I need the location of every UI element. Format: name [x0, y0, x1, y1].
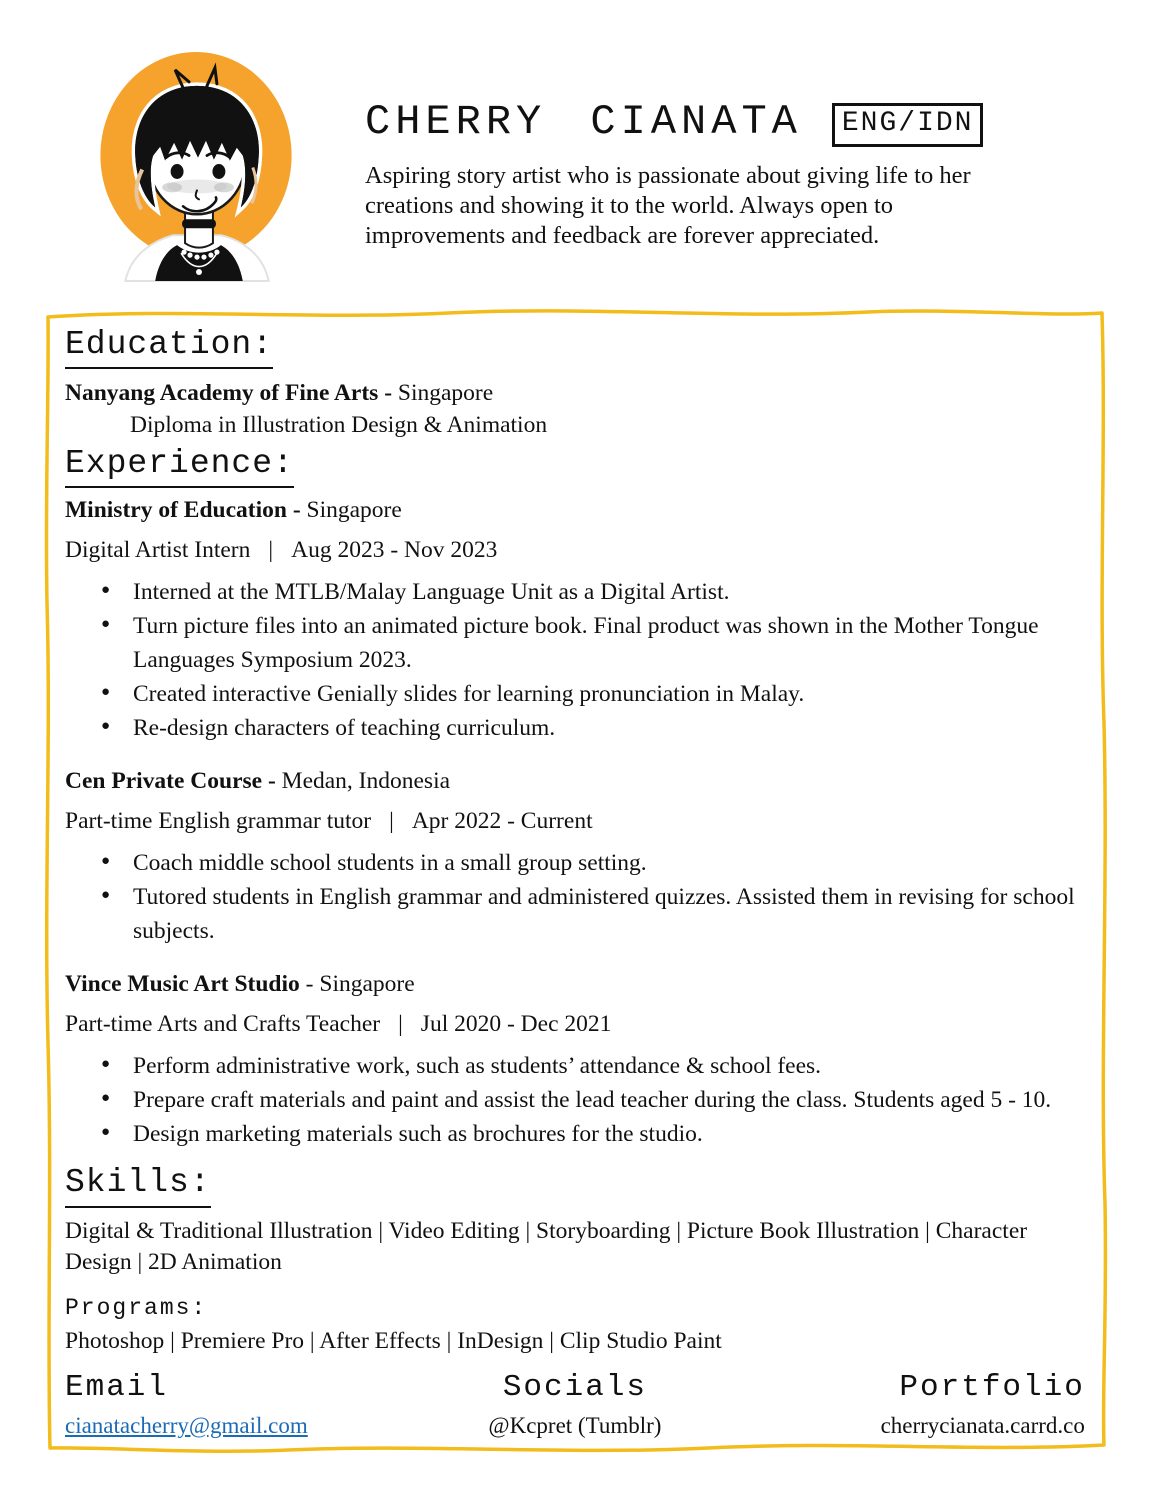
email-link[interactable]: cianatacherry@gmail.com: [65, 1413, 308, 1439]
education-school: [65, 379, 1085, 408]
education-school-location: Singapore: [397, 380, 494, 407]
email-column: [65, 1370, 405, 1440]
bio-text: Aspiring story artist who is passionate about giving life to her creations and showing it to the world. Always open to improvements and feedback are forever appreciated.: [365, 161, 971, 249]
skills-list: Digital & Traditional Illustration | Video Editing | Storyboarding | Picture Book Illustration | Character Design | 2D Animation: [65, 1217, 1028, 1276]
job-role: Part-time Arts and Crafts Teacher: [65, 1010, 381, 1037]
job-org: [65, 970, 1085, 999]
job-role-line: [65, 536, 1085, 565]
programs-list: Photoshop | Premiere Pro | After Effects | InDesign | Clip Studio Paint: [65, 1328, 722, 1355]
job-role-line: [65, 1010, 1085, 1039]
resume-body-box: [38, 303, 1115, 1460]
socials-heading: Socials: [502, 1370, 648, 1406]
job-dates: Apr 2022 - Current: [411, 807, 593, 834]
avatar-illustration-icon: [97, 48, 297, 282]
portfolio-column: [745, 1370, 1085, 1440]
job-org: [65, 496, 1085, 525]
bullet-item: ● Created interactive Genially slides for learning pronunciation in Malay.: [65, 677, 1085, 711]
pipe-separator: |: [268, 536, 274, 563]
bullet-item: ● Design marketing materials such as brochures for the studio.: [65, 1117, 1085, 1151]
job-org-location: Medan, Indonesia: [281, 768, 451, 795]
job-dates: Jul 2020 - Dec 2021: [420, 1010, 612, 1037]
header-text: [365, 48, 1055, 287]
bullet-item: ● Coach middle school students in a small group setting.: [65, 846, 1085, 880]
job-role-line: [65, 807, 1085, 836]
socials-column: [405, 1370, 745, 1440]
bullet-item: ● Interned at the MTLB/Malay Language Unit as a Digital Artist.: [65, 575, 1085, 609]
job-role: Part-time English grammar tutor: [65, 807, 372, 834]
job-org-name: Vince Music Art Studio: [65, 971, 300, 998]
pipe-separator: |: [398, 1010, 403, 1037]
resume-header: [0, 0, 1159, 287]
job-bullet-list: [65, 1049, 1085, 1151]
job-org: [65, 767, 1085, 796]
pipe-separator: |: [389, 807, 394, 834]
bullet-item: ● Turn picture files into an animated picture book. Final product was shown in the Mother Tongue Languages Symposium 2023.: [65, 609, 1085, 677]
job-org-name: Cen Private Course -: [65, 768, 276, 795]
job-org-name: Ministry of Education -: [65, 497, 301, 524]
bullet-item: ● Tutored students in English grammar and administered quizzes. Assisted them in revising for school subjects.: [65, 880, 1085, 948]
job-org-location: Singapore: [306, 497, 402, 524]
education-degree: Diploma in Illustration Design & Animation: [130, 411, 548, 438]
language-badge: ENG/IDN: [832, 103, 984, 147]
job-role: Digital Artist Intern: [65, 536, 251, 563]
education-school-name: Nanyang Academy of Fine Arts -: [65, 380, 393, 407]
education-heading: Education:: [65, 327, 273, 369]
email-heading: Email: [65, 1370, 169, 1406]
bullet-item: ● Prepare craft materials and paint and assist the lead teacher during the class. Students aged 5 - 10.: [65, 1083, 1085, 1117]
programs-label: Programs:: [65, 1295, 208, 1322]
experience-heading: Experience:: [65, 446, 294, 488]
job-bullet-list: [65, 575, 1085, 745]
bullet-item: ● Re-design characters of teaching curriculum.: [65, 711, 1085, 745]
socials-value: @Kcpret (Tumblr): [488, 1413, 662, 1439]
job-dates: Aug 2023 - Nov 2023: [291, 536, 498, 563]
job-org-location: - Singapore: [305, 971, 415, 998]
contact-footer: [65, 1370, 1085, 1440]
page-title: CHERRY CIANATA: [365, 98, 802, 146]
avatar: [97, 48, 297, 287]
portfolio-heading: Portfolio: [899, 1370, 1085, 1406]
bullet-item: ● Perform administrative work, such as students’ attendance & school fees.: [65, 1049, 1085, 1083]
skills-heading: Skills:: [65, 1165, 211, 1207]
job-bullet-list: [65, 846, 1085, 948]
portfolio-value: cherrycianata.carrd.co: [880, 1413, 1085, 1439]
